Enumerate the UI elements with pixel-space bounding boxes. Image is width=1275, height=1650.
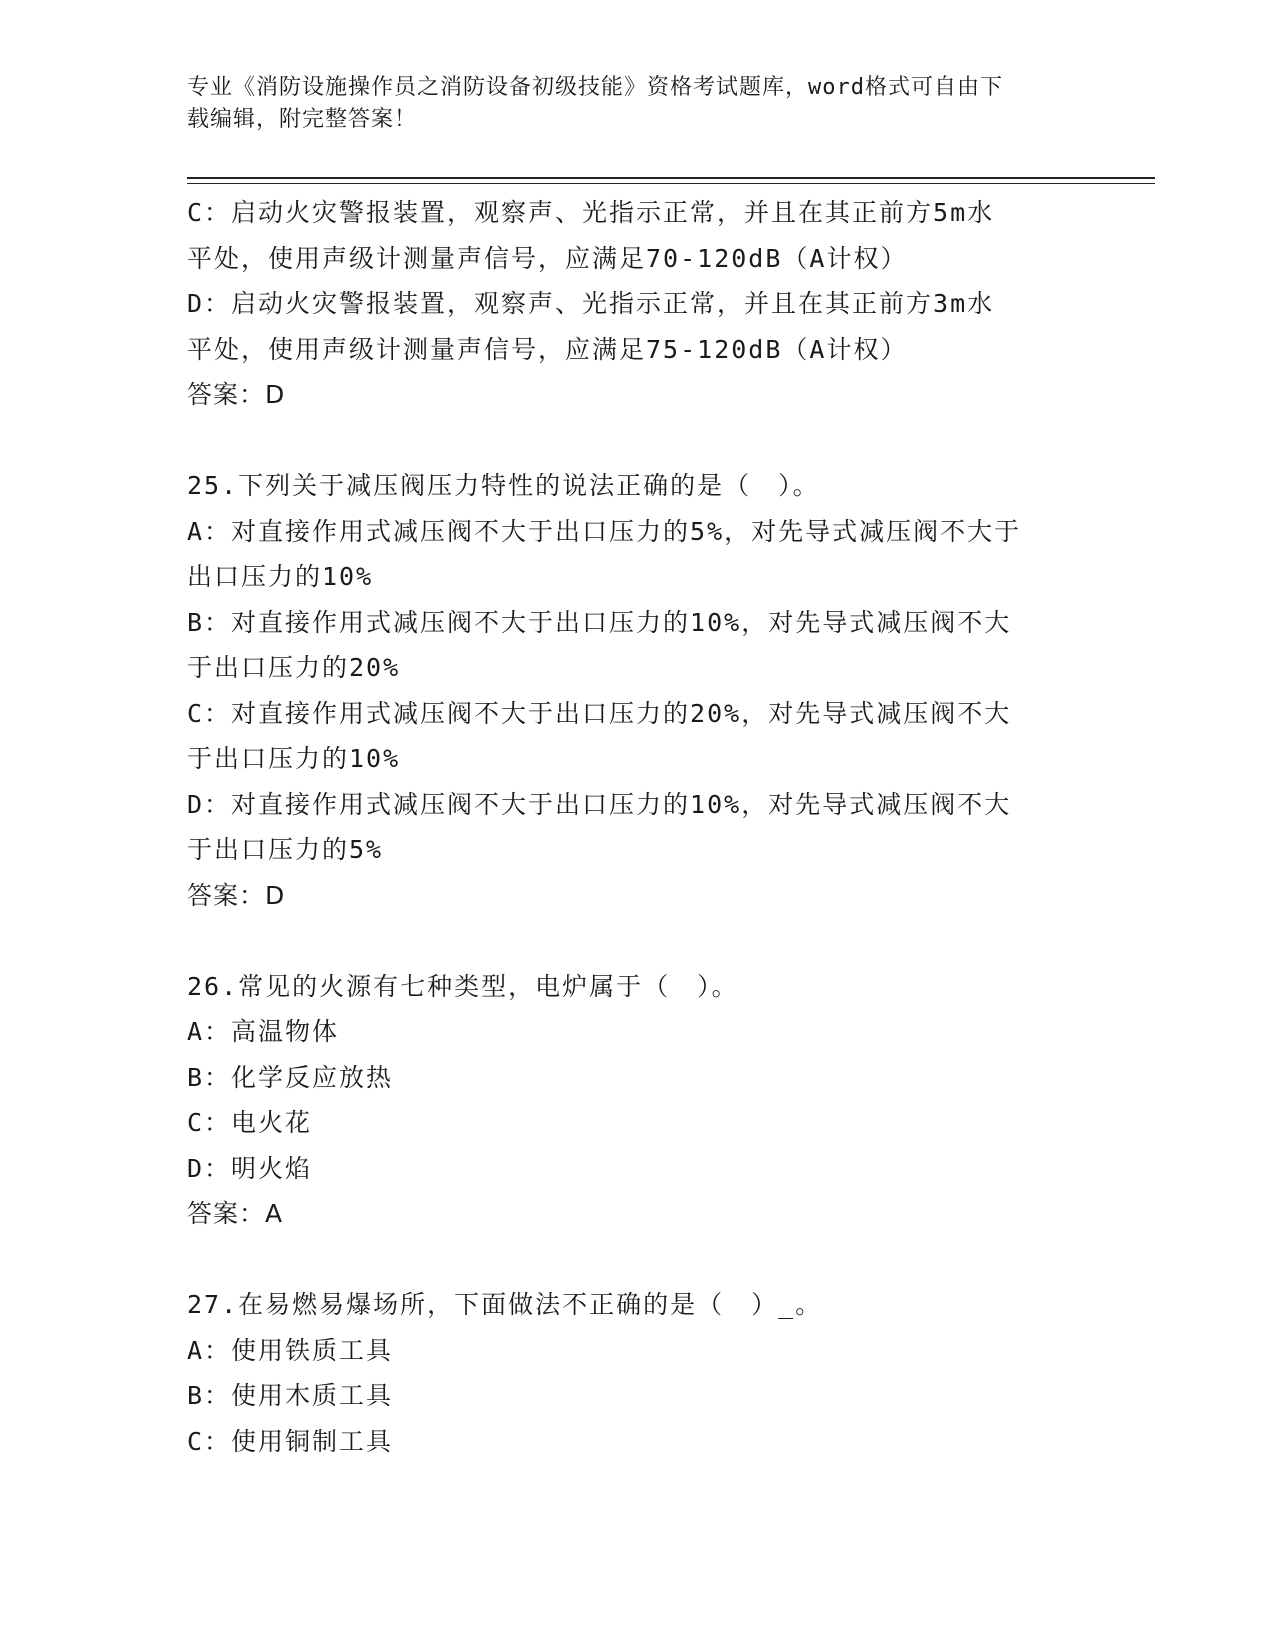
option-line: 平处，使用声级计测量声信号，应满足75-120dB（A计权） bbox=[187, 334, 908, 364]
option-line: 于出口压力的5% bbox=[187, 835, 384, 864]
answer-line: 答案：D bbox=[187, 880, 286, 910]
option-line: 于出口压力的20% bbox=[187, 653, 401, 682]
option-c bbox=[187, 691, 1087, 782]
option-a: A：高温物体 bbox=[187, 1017, 340, 1046]
header-line-1: 专业《消防设施操作员之消防设备初级技能》资格考试题库，word格式可自由下 bbox=[187, 75, 1003, 100]
answer-line: 答案：D bbox=[187, 380, 286, 409]
question-26 bbox=[187, 964, 1087, 1237]
option-line: 出口压力的10% bbox=[187, 562, 374, 591]
option-d bbox=[187, 782, 1087, 873]
answer-line: 答案：A bbox=[187, 1199, 284, 1228]
option-a: A：使用铁质工具 bbox=[187, 1335, 394, 1365]
option-d bbox=[187, 281, 1087, 372]
question-stem: 27.在易燃易爆场所，下面做法不正确的是（ ）_。 bbox=[187, 1290, 823, 1319]
option-a bbox=[187, 509, 1087, 600]
header-line-2: 载编辑，附完整答案！ bbox=[187, 107, 418, 132]
option-line: 于出口压力的10% bbox=[187, 744, 401, 773]
question-stem: 25.下列关于减压阀压力特性的说法正确的是（ ）。 bbox=[187, 471, 820, 500]
option-line: D：启动火灾警报装置，观察声、光指示正常，并且在其正前方3m水 bbox=[187, 289, 995, 318]
option-line: D：对直接作用式减压阀不大于出口压力的10%，对先导式减压阀不大 bbox=[187, 789, 1012, 819]
question-content bbox=[187, 190, 1087, 1464]
option-c bbox=[187, 190, 1087, 281]
option-d: D：明火焰 bbox=[187, 1153, 313, 1183]
header-rule-thin bbox=[187, 183, 1155, 184]
document-header bbox=[187, 72, 1067, 136]
option-line: 平处，使用声级计测量声信号，应满足70-120dB（A计权） bbox=[187, 243, 908, 273]
header-rule-thick bbox=[187, 177, 1155, 179]
option-b: B：使用木质工具 bbox=[187, 1381, 394, 1410]
option-line: C：对直接作用式减压阀不大于出口压力的20%，对先导式减压阀不大 bbox=[187, 698, 1012, 728]
option-b bbox=[187, 600, 1087, 691]
option-c: C：使用铜制工具 bbox=[187, 1426, 394, 1456]
question-stem: 26.常见的火源有七种类型，电炉属于（ ）。 bbox=[187, 971, 739, 1001]
option-line: B：对直接作用式减压阀不大于出口压力的10%，对先导式减压阀不大 bbox=[187, 607, 1012, 637]
option-b: B：化学反应放热 bbox=[187, 1062, 394, 1092]
continued-question bbox=[187, 190, 1087, 418]
option-line: C：启动火灾警报装置，观察声、光指示正常，并且在其正前方5m水 bbox=[187, 198, 995, 227]
option-c: C：电火花 bbox=[187, 1108, 313, 1137]
question-27 bbox=[187, 1282, 1087, 1464]
option-line: A：对直接作用式减压阀不大于出口压力的5%，对先导式减压阀不大于 bbox=[187, 516, 1022, 546]
question-25 bbox=[187, 463, 1087, 918]
